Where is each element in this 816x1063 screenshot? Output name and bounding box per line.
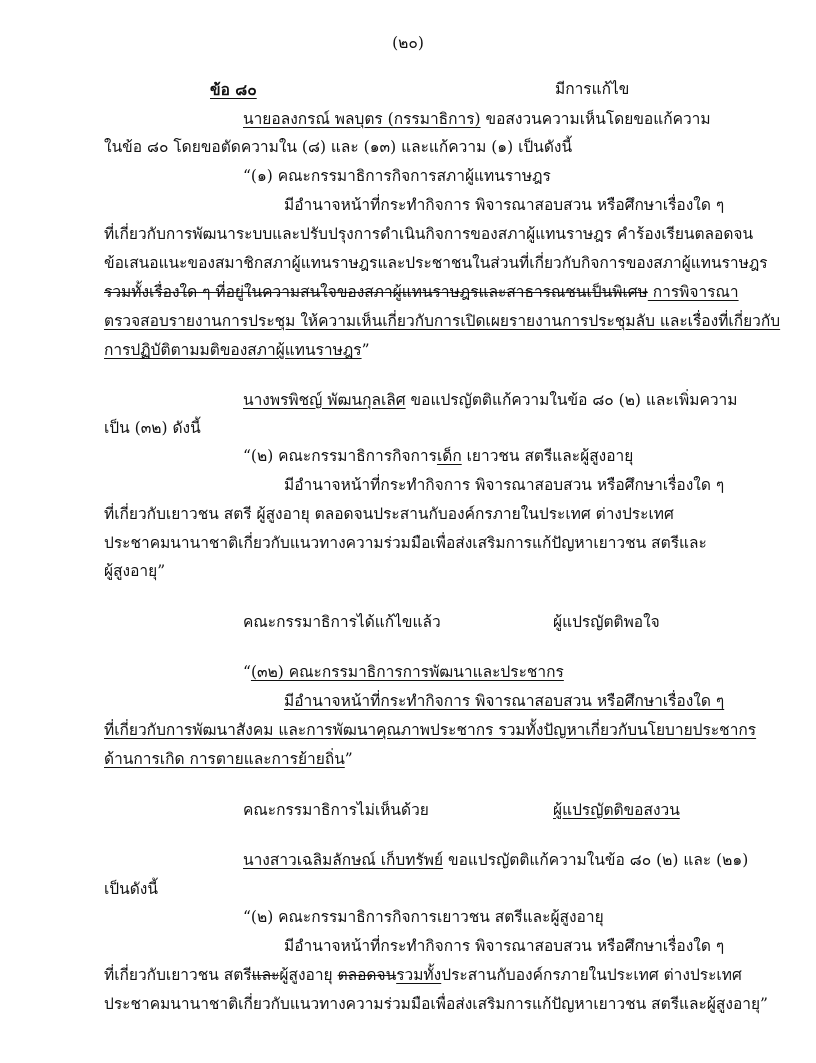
amendment-1-line-4: มีอำนาจหน้าที่กระทำกิจการ พิจารณาสอบสวน หรือศึกษาเรื่องใด ๆ — [284, 196, 725, 214]
proposer-response-1: ผู้แปรญัตติพอใจ — [553, 613, 660, 631]
amendment-1-line-5: ที่เกี่ยวกับการพัฒนาระบบและปรับปรุงการดำเนินกิจการของสภาผู้แทนราษฎร คำร้องเรียนตลอดจน — [104, 225, 754, 243]
amendment-1-line-2: ในข้อ ๘๐ โดยขอตัดความใน (๘) และ (๑๓) และแก้ความ (๑) เป็นดังนี้ — [104, 138, 573, 156]
proposer-response-2: ผู้แปรญัตติขอสงวน — [553, 801, 680, 819]
amendment-1-line-7 — [104, 285, 739, 301]
added-text: การพิจารณา — [647, 283, 739, 301]
committee-result-2: คณะกรรมาธิการไม่เห็นด้วย — [243, 801, 429, 819]
amendment-4-line-5: ที่เกี่ยวกับเยาวชน สตรีและผู้สูงอายุ ตลอดจนรวมทั้งประสานกับองค์กรภายในประเทศ ต่างประเทศ — [104, 966, 742, 984]
section-heading: ข้อ ๘๐ — [210, 80, 257, 99]
amendment-2-line-2: เป็น (๓๒) ดังนี้ — [104, 419, 201, 437]
amendment-3-line-1: “(๓๒) คณะกรรมาธิการการพัฒนาและประชากร — [243, 663, 564, 681]
proposer-name: นางพรพิชญ์ พัฒนกุลเลิศ — [243, 391, 406, 409]
amendment-3-line-2: มีอำนาจหน้าที่กระทำกิจการ พิจารณาสอบสวน หรือศึกษาเรื่องใด ๆ — [284, 692, 725, 710]
amendment-4-line-3: “(๒) คณะกรรมาธิการกิจการเยาวชน สตรีและผู้สูงอายุ — [243, 908, 604, 926]
struck-text: ตลอดจน — [337, 966, 397, 984]
amendment-4-line-6: ประชาคมนานาชาติเกี่ยวกับแนวทางความร่วมมือเพื่อส่งเสริมการแก้ปัญหาเยาวชน สตรีและผู้สูงอายุ” — [104, 995, 768, 1013]
amendment-4-line-2: เป็นดังนี้ — [104, 880, 158, 898]
committee-result-1: คณะกรรมาธิการได้แก้ไขแล้ว — [243, 613, 441, 631]
added-text: รวมทั้ง — [396, 966, 442, 984]
amendment-4-line-4: มีอำนาจหน้าที่กระทำกิจการ พิจารณาสอบสวน หรือศึกษาเรื่องใด ๆ — [284, 937, 725, 955]
amendment-2-line-1: นางพรพิชญ์ พัฒนกุลเลิศ ขอแปรญัตติแก้ความในข้อ ๘๐ (๒) และเพิ่มความ — [243, 391, 738, 409]
struck-text: และ — [251, 966, 280, 984]
amendment-2-line-7: ผู้สูงอายุ” — [104, 562, 166, 580]
amendment-1-line-8: ตรวจสอบรายงานการประชุม ให้ความเห็นเกี่ยวกับการเปิดเผยรายงานการประชุมลับ และเรื่องที่เกี่ยวกับ — [104, 312, 781, 330]
amendment-2-line-4: มีอำนาจหน้าที่กระทำกิจการ พิจารณาสอบสวน หรือศึกษาเรื่องใด ๆ — [284, 476, 725, 494]
amendment-1-line-1: นายอลงกรณ์ พลบุตร (กรรมาธิการ) ขอสงวนความเห็นโดยขอแก้ความ — [243, 110, 711, 128]
amendment-2-line-5: ที่เกี่ยวกับเยาวชน สตรี ผู้สูงอายุ ตลอดจนประสานกับองค์กรภายในประเทศ ต่างประเทศ — [104, 505, 674, 523]
amendment-2-line-6: ประชาคมนานาชาติเกี่ยวกับแนวทางความร่วมมือเพื่อส่งเสริมการแก้ปัญหาเยาวชน สตรีและ — [104, 534, 707, 552]
proposer-name: นางสาวเฉลิมลักษณ์ เก็บทรัพย์ — [243, 851, 444, 869]
page-number: (๒๐) — [392, 34, 424, 52]
amendment-2-line-3: “(๒) คณะกรรมาธิการกิจการเด็ก เยาวชน สตรีและผู้สูงอายุ — [243, 447, 634, 465]
amendment-4-line-1: นางสาวเฉลิมลักษณ์ เก็บทรัพย์ ขอแปรญัตติแก้ความในข้อ ๘๐ (๒) และ (๒๑) — [243, 851, 749, 869]
amendment-1-line-6: ข้อเสนอแนะของสมาชิกสภาผู้แทนราษฎรและประชาชนในส่วนที่เกี่ยวกับกิจการของสภาผู้แทนราษฎร — [104, 254, 768, 272]
amendment-3-line-3: ที่เกี่ยวกับการพัฒนาสังคม และการพัฒนาคุณภาพประชากร รวมทั้งปัญหาเกี่ยวกับนโยบายประชากร — [104, 721, 757, 739]
section-status: มีการแก้ไข — [555, 80, 630, 98]
proposer-name: นายอลงกรณ์ พลบุตร (กรรมาธิการ) — [243, 110, 481, 128]
struck-text: รวมทั้งเรื่องใด ๆ ที่อยู่ในความสนใจของสภาผู้แทนราษฎรและสาธารณชนเป็นพิเศษ — [104, 283, 648, 301]
amendment-3-line-4: ด้านการเกิด การตายและการย้ายถิ่น” — [104, 750, 353, 768]
amendment-1-line-9: การปฏิบัติตามมติของสภาผู้แทนราษฎร” — [104, 341, 370, 359]
amendment-1-line-3: “(๑) คณะกรรมาธิการกิจการสภาผู้แทนราษฎร — [243, 167, 551, 185]
